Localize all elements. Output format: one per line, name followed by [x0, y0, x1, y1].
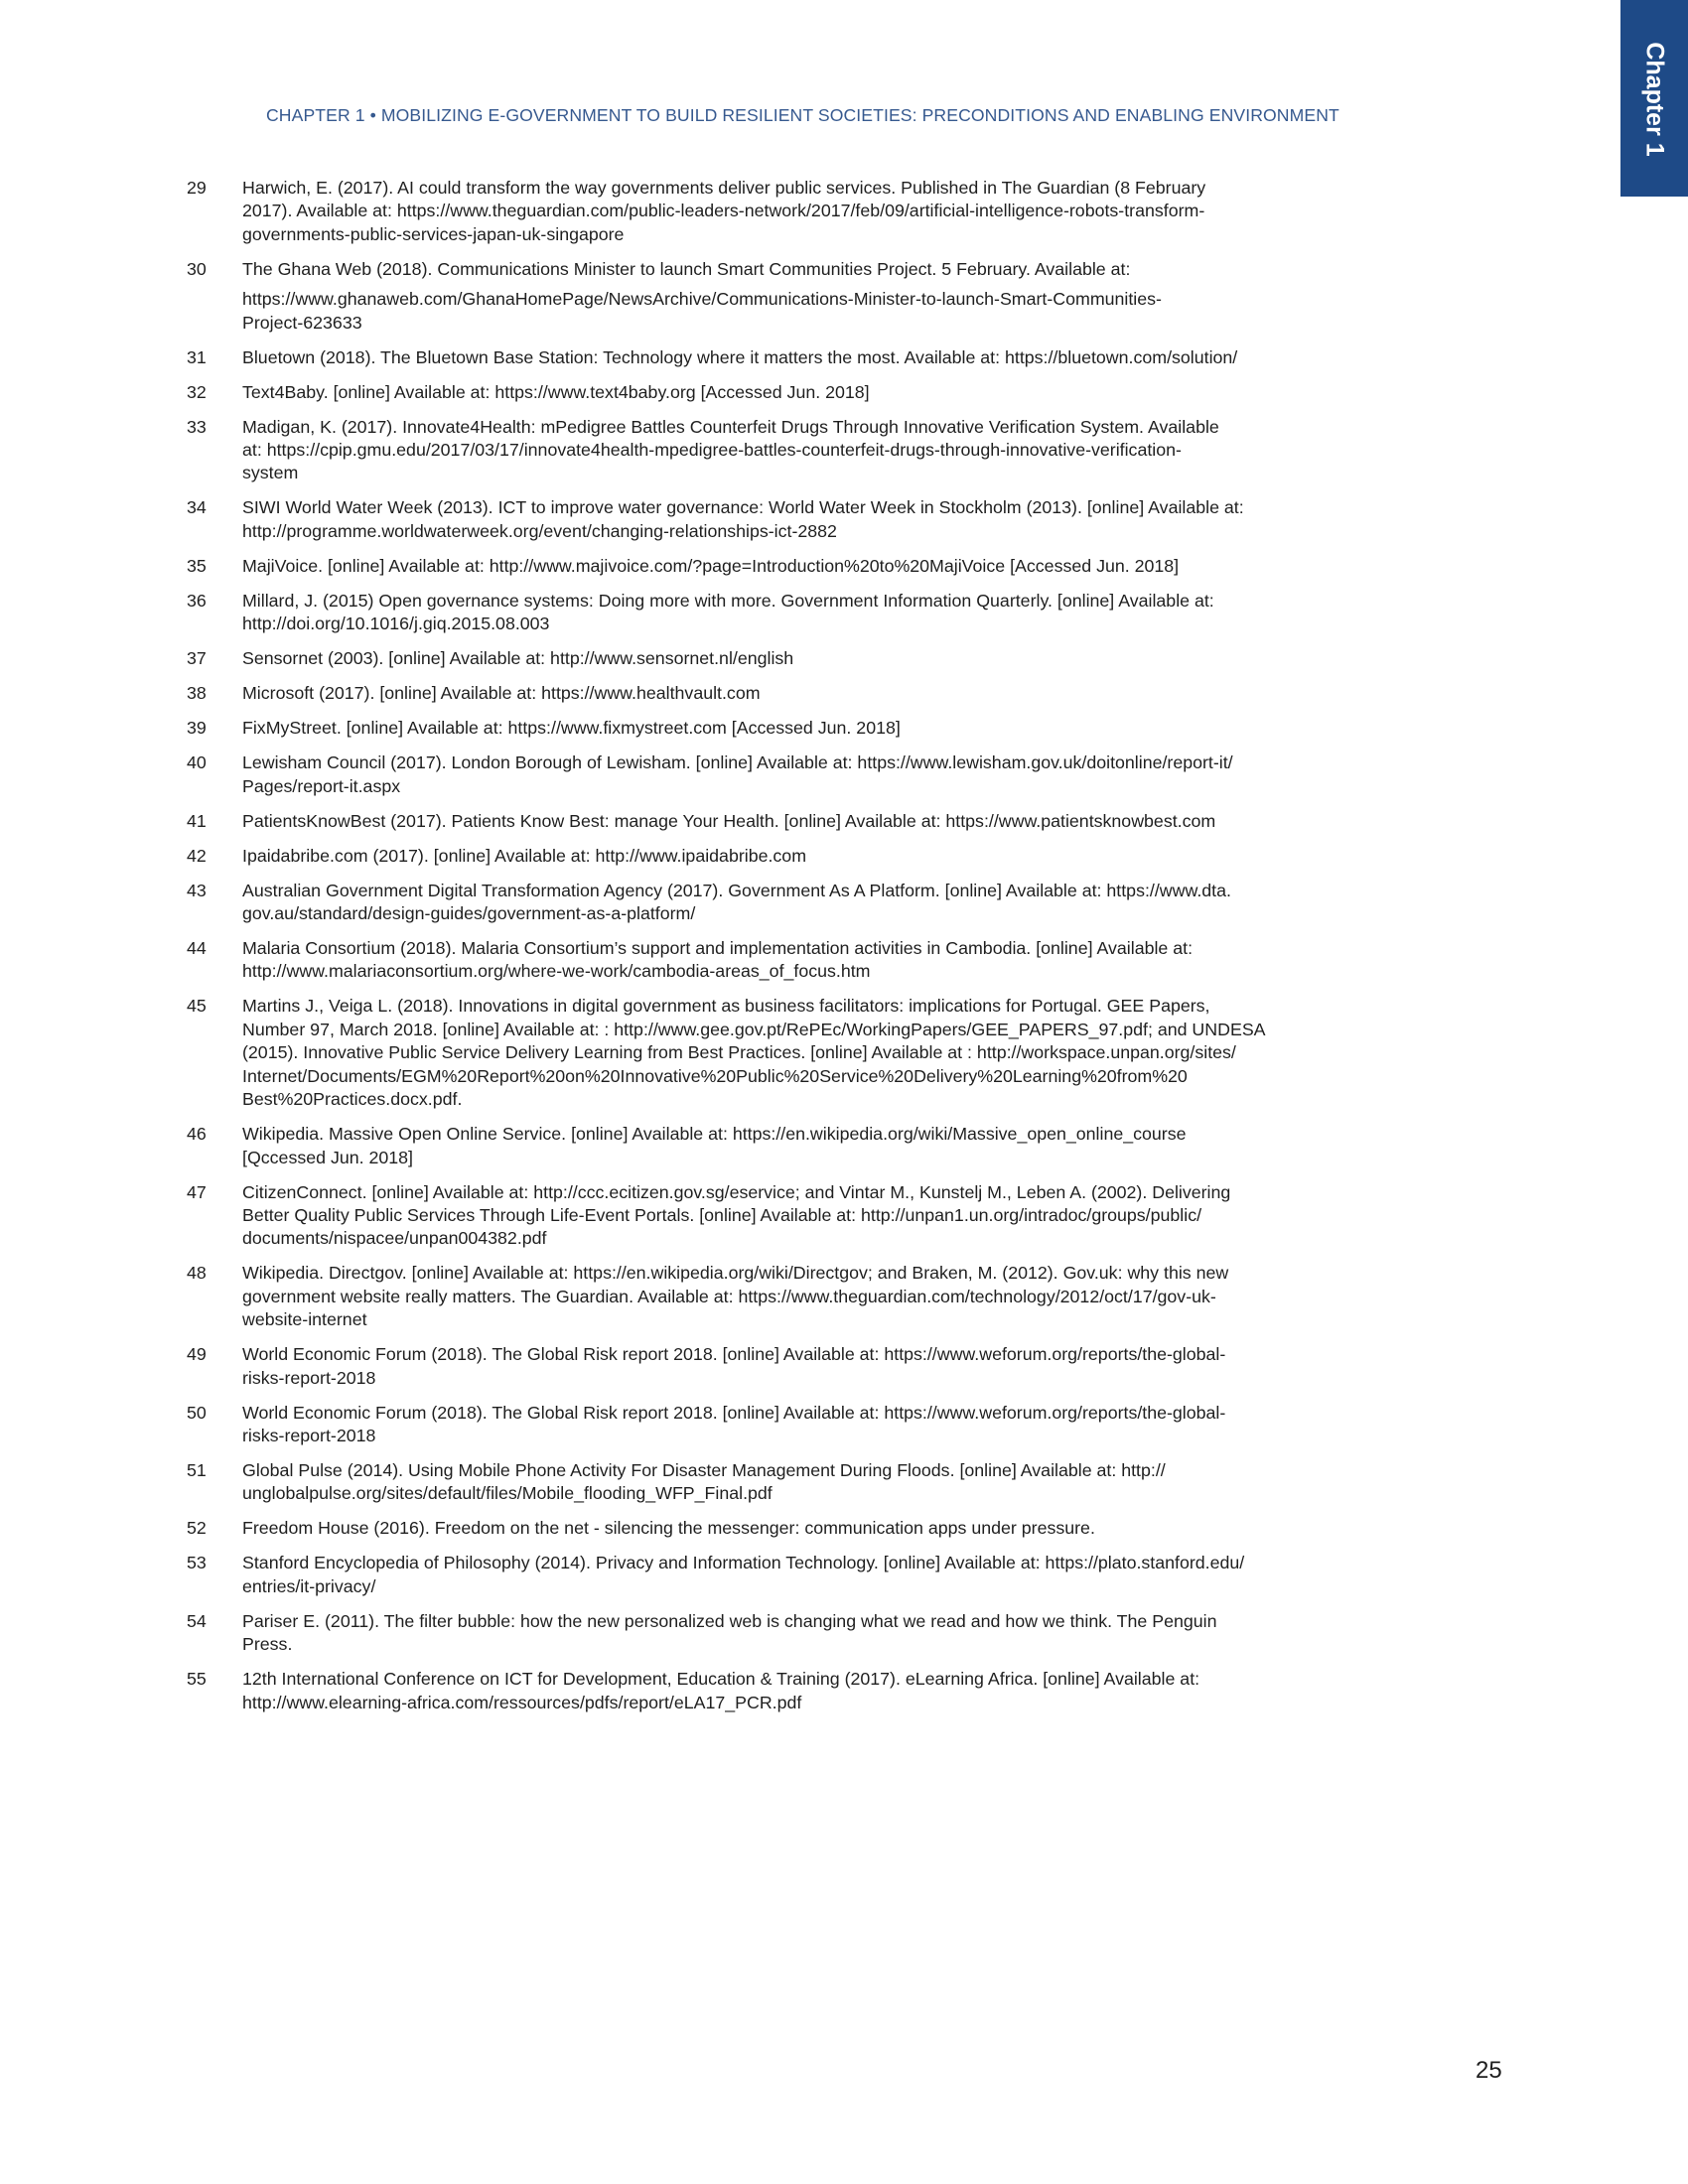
endnote-line: Malaria Consortium (2018). Malaria Consortium’s support and implementation activities in Cambodia. [online] Available at: — [242, 938, 1194, 959]
endnote-text — [242, 1517, 1301, 1540]
endnote-text — [242, 1459, 1301, 1506]
endnote-text — [242, 1343, 1301, 1390]
endnote-item — [179, 751, 1301, 798]
endnote-number: 42 — [187, 845, 207, 866]
endnote-number: 40 — [187, 752, 207, 773]
endnote-item — [179, 1668, 1301, 1714]
endnote-line: Ipaidabribe.com (2017). [online] Available at: http://www.ipaidabribe.com — [242, 845, 807, 866]
endnote-line: 12th International Conference on ICT for Development, Education & Training (2017). eLearning Africa. [online] Available at: — [242, 1669, 1200, 1690]
endnote-line: gov.au/standard/design-guides/government-as-a-platform/ — [242, 903, 696, 924]
endnote-line: https://www.ghanaweb.com/GhanaHomePage/NewsArchive/Communications-Minister-to-launch-Smart-Communities- — [242, 289, 1162, 310]
endnote-item — [179, 1262, 1301, 1331]
endnote-line: entries/it-privacy/ — [242, 1575, 376, 1596]
endnote-line: Press. — [242, 1634, 293, 1655]
endnote-number: 47 — [187, 1181, 207, 1202]
endnote-item — [179, 177, 1301, 246]
endnote-number: 38 — [187, 683, 207, 704]
endnote-line: Number 97, March 2018. [online] Available at: : http://www.gee.gov.pt/RePEc/WorkingPapers/GEE_PAPERS_97.pdf; and UNDESA — [242, 1019, 1266, 1039]
endnote-number: 44 — [187, 938, 207, 959]
endnote-line: Lewisham Council (2017). London Borough of Lewisham. [online] Available at: https://www.lewisham.gov.uk/doitonline/report-it/ — [242, 752, 1233, 773]
endnote-number: 53 — [187, 1553, 207, 1573]
chapter-side-tab — [1620, 0, 1688, 197]
endnote-line: SIWI World Water Week (2013). ICT to improve water governance: World Water Week in Stockholm (2013). [online] Available at: — [242, 497, 1244, 518]
endnote-text — [242, 937, 1301, 984]
endnote-item — [179, 647, 1301, 670]
endnote-number: 55 — [187, 1669, 207, 1690]
running-head: CHAPTER 1 • MOBILIZING E-GOVERNMENT TO BUILD RESILIENT SOCIETIES: PRECONDITIONS AND ENABLING ENVIRONMENT — [266, 105, 1339, 125]
endnote-line: Sensornet (2003). [online] Available at: http://www.sensornet.nl/english — [242, 648, 794, 669]
endnote-line: http://www.malariaconsortium.org/where-we-work/cambodia-areas_of_focus.htm — [242, 961, 871, 982]
endnote-line: Wikipedia. Directgov. [online] Available at: https://en.wikipedia.org/wiki/Directgov; and Braken, M. (2012). Gov.uk: why this new — [242, 1263, 1229, 1284]
endnote-line: Internet/Documents/EGM%20Report%20on%20Innovative%20Public%20Service%20Delivery%20Learning%20from%20 — [242, 1065, 1188, 1086]
endnote-text — [242, 1552, 1301, 1598]
endnote-line: World Economic Forum (2018). The Global Risk report 2018. [online] Available at: https://www.weforum.org/reports/the-global- — [242, 1344, 1226, 1365]
endnote-line: Pages/report-it.aspx — [242, 775, 401, 796]
endnote-line: Best%20Practices.docx.pdf. — [242, 1089, 463, 1110]
endnote-text — [242, 647, 1301, 670]
endnote-text — [242, 717, 1301, 740]
endnote-text — [242, 177, 1301, 246]
endnote-number: 51 — [187, 1459, 207, 1480]
endnote-text — [242, 682, 1301, 705]
endnote-line: Stanford Encyclopedia of Philosophy (2014). Privacy and Information Technology. [online] Available at: https://plato.stanford.edu/ — [242, 1553, 1245, 1573]
endnote-number: 34 — [187, 497, 207, 518]
endnote-line: The Ghana Web (2018). Communications Minister to launch Smart Communities Project. 5 February. Available at: — [242, 258, 1131, 279]
endnote-number: 36 — [187, 590, 207, 611]
endnote-line: [Qccessed Jun. 2018] — [242, 1147, 413, 1167]
endnote-line: Wikipedia. Massive Open Online Service. [online] Available at: https://en.wikipedia.org/wiki/Massive_open_online_course — [242, 1124, 1187, 1145]
endnote-text — [242, 381, 1301, 404]
endnote-number: 32 — [187, 381, 207, 402]
endnote-line: Pariser E. (2011). The filter bubble: how the new personalized web is changing what we read and how we think. The Penguin — [242, 1610, 1217, 1631]
endnote-text — [242, 751, 1301, 798]
endnote-number: 35 — [187, 555, 207, 576]
endnote-item — [179, 258, 1301, 335]
endnote-line: http://programme.worldwaterweek.org/event/changing-relationships-ict-2882 — [242, 520, 837, 541]
endnote-text — [242, 416, 1301, 485]
endnote-line: 2017). Available at: https://www.theguardian.com/public-leaders-network/2017/feb/09/artificial-intelligence-robots-transform- — [242, 201, 1205, 221]
endnote-line: governments-public-services-japan-uk-singapore — [242, 223, 625, 244]
endnote-line: Martins J., Veiga L. (2018). Innovations in digital government as business facilitators: implications for Portugal. GEE Papers, — [242, 996, 1210, 1017]
endnote-item — [179, 1123, 1301, 1169]
endnote-number: 46 — [187, 1124, 207, 1145]
endnote-number: 43 — [187, 880, 207, 900]
endnote-line: Millard, J. (2015) Open governance systems: Doing more with more. Government Information Quarterly. [online] Available at: — [242, 590, 1214, 611]
endnote-item — [179, 1517, 1301, 1540]
endnote-text — [242, 880, 1301, 926]
endnote-item — [179, 346, 1301, 369]
endnote-number: 45 — [187, 996, 207, 1017]
endnote-item — [179, 1552, 1301, 1598]
endnote-item — [179, 1343, 1301, 1390]
endnote-number: 39 — [187, 718, 207, 739]
endnote-number: 37 — [187, 648, 207, 669]
endnote-line: (2015). Innovative Public Service Delivery Learning from Best Practices. [online] Available at : http://workspace.unpan.org/sites/ — [242, 1042, 1236, 1063]
endnote-number: 33 — [187, 416, 207, 437]
endnote-item — [179, 381, 1301, 404]
endnote-text — [242, 1123, 1301, 1169]
endnote-line: Bluetown (2018). The Bluetown Base Station: Technology where it matters the most. Available at: https://bluetown.com/solution/ — [242, 346, 1238, 367]
endnote-line: Australian Government Digital Transformation Agency (2017). Government As A Platform. [online] Available at: https://www.dta. — [242, 880, 1231, 900]
endnote-text — [242, 555, 1301, 578]
endnote-text — [242, 346, 1301, 369]
endnote-line: http://doi.org/10.1016/j.giq.2015.08.003 — [242, 614, 550, 634]
endnote-line: documents/nispacee/unpan004382.pdf — [242, 1228, 547, 1249]
endnote-item — [179, 995, 1301, 1111]
endnote-line: Madigan, K. (2017). Innovate4Health: mPedigree Battles Counterfeit Drugs Through Innovative Verification System. Available — [242, 416, 1219, 437]
endnote-line: unglobalpulse.org/sites/default/files/Mobile_flooding_WFP_Final.pdf — [242, 1483, 773, 1504]
endnote-text — [242, 995, 1301, 1111]
endnote-line: http://www.elearning-africa.com/ressources/pdfs/report/eLA17_PCR.pdf — [242, 1692, 802, 1712]
endnote-number: 29 — [187, 178, 207, 198]
endnote-line: Text4Baby. [online] Available at: https://www.text4baby.org [Accessed Jun. 2018] — [242, 381, 870, 402]
endnote-item — [179, 880, 1301, 926]
endnote-text — [242, 1610, 1301, 1657]
endnote-line: Freedom House (2016). Freedom on the net - silencing the messenger: communication apps under pressure. — [242, 1518, 1095, 1539]
endnote-line: government website really matters. The Guardian. Available at: https://www.theguardian.com/technology/2012/oct/17/gov-uk- — [242, 1286, 1216, 1306]
endnote-item — [179, 555, 1301, 578]
endnote-text — [242, 845, 1301, 868]
endnote-line: MajiVoice. [online] Available at: http://www.majivoice.com/?page=Introduction%20to%20MajiVoice [Accessed Jun. 2018] — [242, 555, 1180, 576]
endnote-line: Project-623633 — [242, 312, 362, 333]
endnote-item — [179, 1610, 1301, 1657]
endnote-number: 49 — [187, 1344, 207, 1365]
endnote-number: 30 — [187, 258, 207, 279]
chapter-tab-label: Chapter 1 — [1640, 42, 1669, 157]
endnote-text — [242, 258, 1301, 335]
endnote-text — [242, 496, 1301, 543]
endnote-item — [179, 1181, 1301, 1251]
endnote-text — [242, 1181, 1301, 1251]
endnote-line: World Economic Forum (2018). The Global Risk report 2018. [online] Available at: https://www.weforum.org/reports/the-global- — [242, 1402, 1226, 1423]
endnote-line: system — [242, 463, 299, 483]
endnote-number: 52 — [187, 1518, 207, 1539]
endnote-item — [179, 845, 1301, 868]
endnote-number: 50 — [187, 1402, 207, 1423]
endnote-item — [179, 717, 1301, 740]
endnote-item — [179, 682, 1301, 705]
endnote-text — [242, 1668, 1301, 1714]
endnote-item — [179, 416, 1301, 485]
endnote-item — [179, 810, 1301, 833]
endnote-text — [242, 590, 1301, 636]
endnote-number: 48 — [187, 1263, 207, 1284]
endnote-item — [179, 590, 1301, 636]
endnote-text — [242, 1262, 1301, 1331]
endnote-item — [179, 937, 1301, 984]
endnote-line: Harwich, E. (2017). AI could transform the way governments deliver public services. Published in The Guardian (8 February — [242, 178, 1206, 198]
endnote-line: risks-report-2018 — [242, 1425, 376, 1445]
endnote-line: Microsoft (2017). [online] Available at: https://www.healthvault.com — [242, 683, 761, 704]
endnote-line: website-internet — [242, 1309, 367, 1330]
endnote-line: risks-report-2018 — [242, 1367, 376, 1388]
endnote-number: 31 — [187, 346, 207, 367]
endnote-text — [242, 810, 1301, 833]
page-number: 25 — [1476, 2057, 1502, 2084]
endnote-item — [179, 496, 1301, 543]
endnote-line: Better Quality Public Services Through Life-Event Portals. [online] Available at: http://unpan1.un.org/intradoc/groups/public/ — [242, 1204, 1202, 1225]
endnotes-list — [179, 177, 1301, 1726]
endnote-line: at: https://cpip.gmu.edu/2017/03/17/innovate4health-mpedigree-battles-counterfeit-drugs-through-innovative-verification- — [242, 440, 1182, 461]
endnote-line: Global Pulse (2014). Using Mobile Phone Activity For Disaster Management During Floods. [online] Available at: http:// — [242, 1459, 1166, 1480]
endnote-item — [179, 1402, 1301, 1448]
endnote-item — [179, 1459, 1301, 1506]
endnote-line: FixMyStreet. [online] Available at: https://www.fixmystreet.com [Accessed Jun. 2018] — [242, 718, 901, 739]
endnote-line: PatientsKnowBest (2017). Patients Know Best: manage Your Health. [online] Available at: https://www.patientsknowbest.com — [242, 810, 1216, 831]
endnote-line: CitizenConnect. [online] Available at: http://ccc.ecitizen.gov.sg/eservice; and Vintar M., Kunstelj M., Leben A. (2002). Delivering — [242, 1181, 1231, 1202]
endnote-number: 41 — [187, 810, 207, 831]
endnote-text — [242, 1402, 1301, 1448]
endnote-number: 54 — [187, 1610, 207, 1631]
